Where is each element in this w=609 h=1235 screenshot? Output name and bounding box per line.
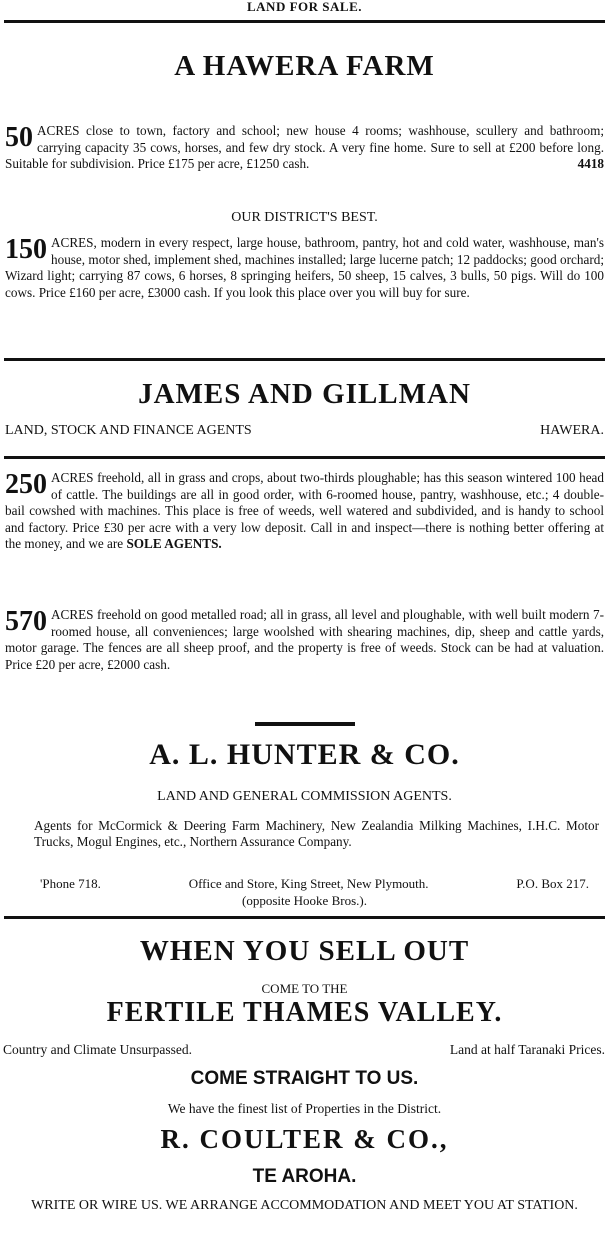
ad1-lot1-text: ACRES close to town, factory and school; new house 4 rooms; washhouse, scullery and bathroom; carrying capacity 35 cows, horses, and few dry stock. A very fine home. Sure to sell at £200 before long. Suitable for subdivision. Price £175 per acre, £1250 cash. xyxy=(5,123,604,171)
ad3-pobox: P.O. Box 217. xyxy=(516,876,589,891)
ad2-lot2 xyxy=(5,607,604,673)
header-rule xyxy=(4,20,605,23)
ad2-subtitle-left: LAND, STOCK AND FINANCE AGENTS xyxy=(5,423,252,438)
ad1-lot1-acres: 50 xyxy=(5,122,33,153)
divider-4 xyxy=(4,916,605,919)
divider-1 xyxy=(4,358,605,361)
ad1-lot1 xyxy=(5,123,604,173)
ad2-lot1-text: ACRES freehold, all in grass and crops, about two-thirds ploughable; has this season wintered 100 head of cattle. The buildings are all in good order, with 6-roomed house, pantry, washhouse, etc.; 4 double-bail cowshed with machines. This place is free of weeds, well watered and subdivided, and is handy to school and factory. Price £30 per acre with a very low deposit. Call in and inspect—there is nothing better offering at the money, and we are xyxy=(5,470,604,551)
section-header: LAND FOR SALE. xyxy=(247,0,362,14)
divider-3 xyxy=(255,722,355,726)
ad4-land: Land at half Taranaki Prices. xyxy=(449,1042,605,1057)
ad3-subtitle: LAND AND GENERAL COMMISSION AGENTS. xyxy=(157,789,452,804)
ad4-country: Country and Climate Unsurpassed. xyxy=(3,1042,192,1057)
ad4-we-have: We have the finest list of Properties in the District. xyxy=(167,1101,442,1116)
ad4-write: WRITE OR WIRE US. WE ARRANGE ACCOMMODATION AND MEET YOU AT STATION. xyxy=(31,1198,578,1213)
ad4-title: WHEN YOU SELL OUT xyxy=(139,935,470,967)
ad3-text: Agents for McCormick & Deering Farm Machinery, New Zealandia Milking Machines, I.H.C. Motor Trucks, Mogul Engines, etc., Northern Assurance Company. xyxy=(34,818,599,849)
ad2-title: JAMES AND GILLMAN xyxy=(138,378,471,410)
ad3-contact-row xyxy=(40,876,589,892)
ad1-lot2 xyxy=(5,235,604,301)
ad3-phone: 'Phone 718. xyxy=(40,876,101,891)
ad4-come-to-the: COME TO THE xyxy=(261,981,348,996)
ad1-title: A HAWERA FARM xyxy=(174,50,435,82)
ad3-opposite: (opposite Hooke Bros.). xyxy=(242,893,367,908)
ad3-office: Office and Store, King Street, New Plymouth. xyxy=(188,876,429,891)
ad2-lot1-sole-agents: SOLE AGENTS. xyxy=(126,536,222,551)
ad2-lot2-text: ACRES freehold on good metalled road; all in grass, all level and ploughable, with well built modern 7-roomed house, all conveniences; large woolshed with shearing machines, dip, sheep and cattle yards, motor garage. The fences are all sheep proof, and the property is free of weeds. Stock can be had at valuation. Price £20 per acre, £2000 cash. xyxy=(5,607,604,672)
ad4-feature-row xyxy=(3,1042,605,1058)
ad4-straight: COME STRAIGHT TO US. xyxy=(190,1068,419,1089)
ad2-lot1 xyxy=(5,470,604,553)
ad1-lot2-acres: 150 xyxy=(5,234,47,265)
ad2-lot1-acres: 250 xyxy=(5,469,47,500)
ad4-town: TE AROHA. xyxy=(252,1166,357,1187)
ad1-district-heading: OUR DISTRICT'S BEST. xyxy=(231,210,378,225)
ad2-lot2-acres: 570 xyxy=(5,606,47,637)
ad3-title: A. L. HUNTER & CO. xyxy=(149,738,460,771)
ad1-lot1-ref: 4418 xyxy=(577,156,604,171)
ad4-valley: FERTILE THAMES VALLEY. xyxy=(106,997,503,1028)
ad4-firm: R. COULTER & CO., xyxy=(160,1124,449,1154)
ad2-subtitle-row xyxy=(5,423,604,439)
divider-2 xyxy=(4,456,605,459)
ad1-lot2-text: ACRES, modern in every respect, large house, bathroom, pantry, hot and cold water, washhouse, man's house, motor shed, implement shed, machines installed; large lucerne patch; 12 paddocks; good orchard; Wizard light; carrying 87 cows, 6 horses, 8 springing heifers, 50 sheep, 15 calves, 3 bulls, 50 pigs. Will do 100 cows. Price £160 per acre, £3000 cash. If you look this place over you will buy for sure. xyxy=(5,235,604,300)
ad2-subtitle-right: HAWERA. xyxy=(540,423,604,438)
